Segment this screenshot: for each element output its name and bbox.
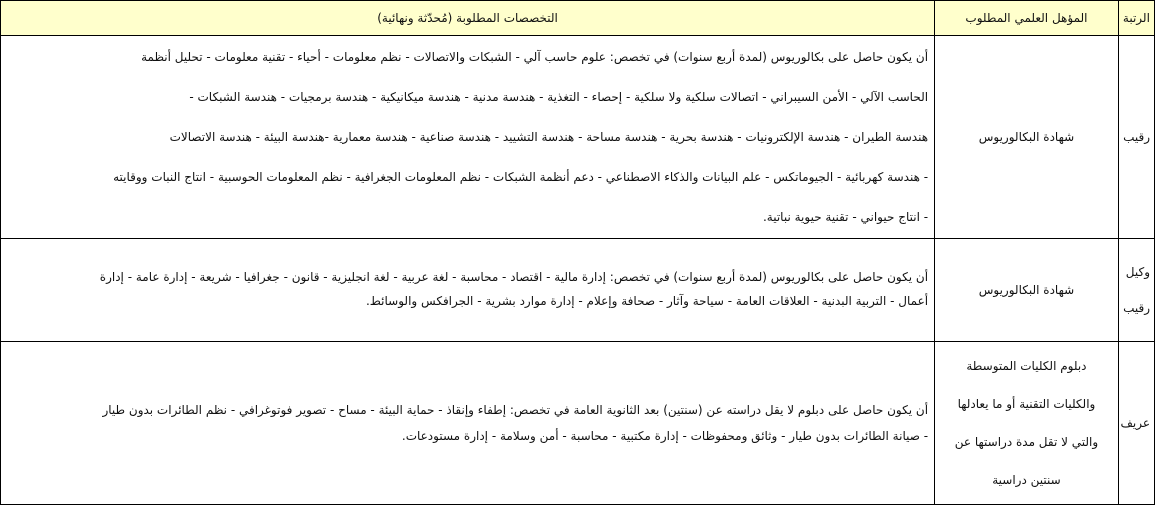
specializations-cell — [1, 239, 935, 342]
spec-line: الحاسب الآلي - الأمن السيبراني - اتصالات سلكية ولا سلكية - إحصاء - التغذية - هندسة مدنية - هندسة ميكانيكية - هندسة برمجيات - هندسة الشبكات - — [189, 90, 929, 104]
header-rank: الرتبة — [1118, 1, 1154, 36]
specializations-cell — [1, 36, 935, 239]
qualification-line: سنتين دراسية — [992, 473, 1061, 487]
rank-cell — [1118, 239, 1154, 342]
spec-line: - هندسة كهربائية - الجيوماتكس - علم البيانات والذكاء الاصطناعي - دعم أنظمة الشبكات - نظم المعلومات الجغرافية - نظم المعلومات الحوسبية - انتاج النبات ووقايته — [113, 170, 929, 184]
rank-line: وكيل — [1125, 265, 1150, 279]
specializations-cell — [1, 342, 935, 505]
qualification-cell: شهادة البكالوريوس — [935, 239, 1119, 342]
rank-cell: رقيب — [1118, 36, 1154, 239]
header-specializations: التخصصات المطلوبة (مُحدّثة ونهائية) — [1, 1, 935, 36]
qualification-line: دبلوم الكليات المتوسطة — [966, 359, 1087, 373]
spec-line: أن يكون حاصل على دبلوم لا يقل دراسته عن (سنتين) بعد الثانوية العامة في تخصص: إطفاء وإنقاذ - حماية البيئة - مساح - تصوير فوتوغرافي - نظم الطائرات بدون طيار — [102, 403, 929, 417]
rank-cell: عريف — [1118, 342, 1154, 505]
qualification-cell — [935, 342, 1119, 505]
table-row — [1, 342, 1155, 505]
header-qualification: المؤهل العلمي المطلوب — [935, 1, 1119, 36]
spec-line: أعمال - التربية البدنية - العلاقات العامة - سياحة وآثار - صحافة وإعلام - إدارة موارد بشرية - الجرافكس والوسائط. — [365, 294, 929, 308]
table-row — [1, 239, 1155, 342]
spec-line: هندسة الطيران - هندسة الإلكترونيات - هندسة بحرية - هندسة مساحة - هندسة التشييد - هندسة صناعية - هندسة معمارية -هندسة البيئة - هندسة الاتصالات — [169, 130, 929, 144]
qualification-cell: شهادة البكالوريوس — [935, 36, 1119, 239]
qualification-line: والكليات التقنية أو ما يعادلها — [957, 397, 1096, 411]
table-header-row — [1, 1, 1155, 36]
spec-line: أن يكون حاصل على بكالوريوس (لمدة أربع سنوات) في تخصص: علوم حاسب آلي - الشبكات والاتصالات - نظم معلومات - أحياء - تقنية معلومات - تحليل أنظمة — [141, 50, 929, 64]
rank-line: رقيب — [1123, 301, 1150, 315]
spec-line: أن يكون حاصل على بكالوريوس (لمدة أربع سنوات) في تخصص: إدارة مالية - اقتصاد - محاسبة - لغة عربية - لغة انجليزية - قانون - جغرافيا - شريعة - إدارة عامة - إدارة — [99, 270, 929, 284]
spec-line: - صيانة الطائرات بدون طيار - وثائق ومحفوظات - إدارة مكتبية - محاسبة - أمن وسلامة - إدارة مستودعات. — [401, 429, 929, 443]
table-row — [1, 36, 1155, 239]
qualification-line: والتي لا تقل مدة دراستها عن — [954, 435, 1099, 449]
spec-line: - انتاج حيواني - تقنية حيوية نباتية. — [762, 210, 929, 224]
